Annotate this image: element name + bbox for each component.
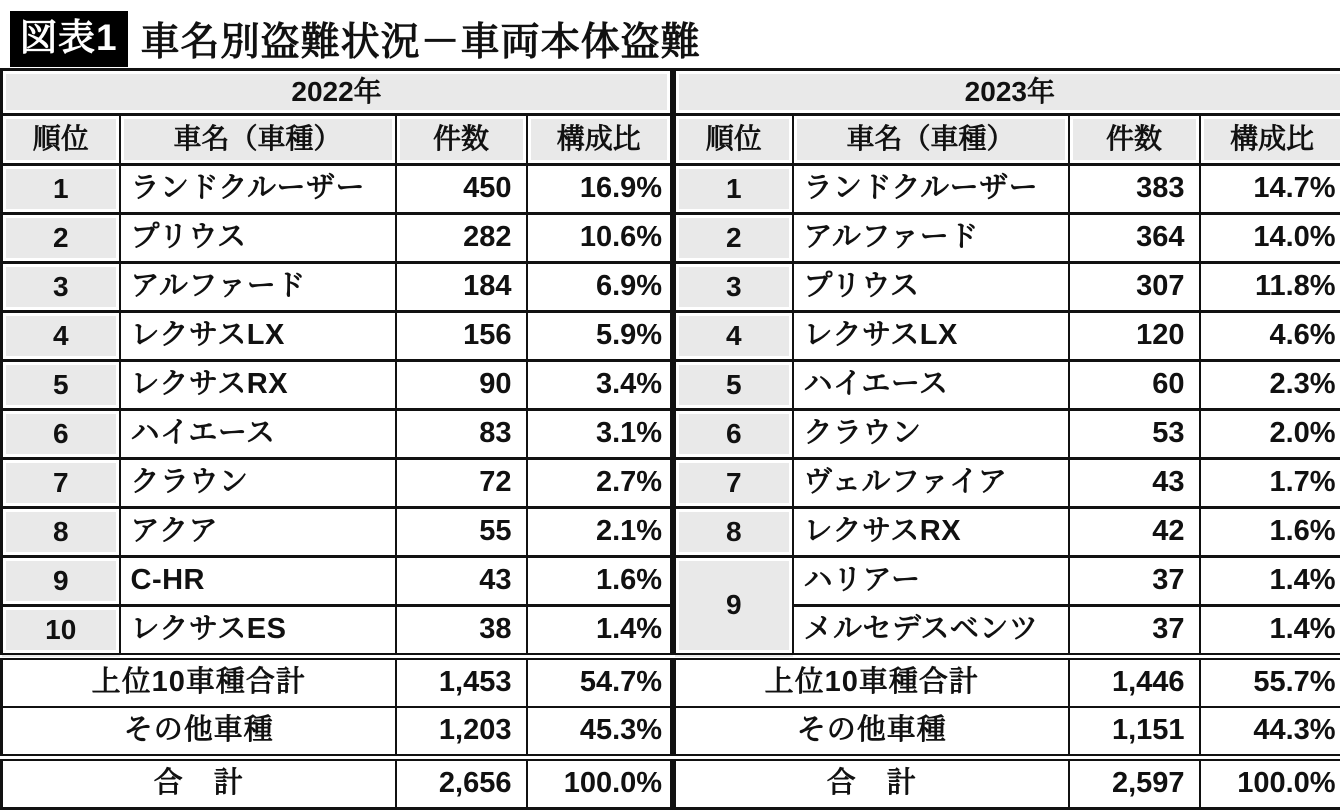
- summary-row-top10: [675, 657, 1340, 708]
- table-row: [2, 263, 672, 312]
- table-row: [675, 508, 1340, 557]
- count-cell: 156: [396, 312, 527, 361]
- table-row: [2, 410, 672, 459]
- share-cell: 2.1%: [527, 508, 672, 557]
- share-cell: 2.0%: [1200, 410, 1340, 459]
- table-row: [2, 165, 672, 214]
- share-cell: 2.3%: [1200, 361, 1340, 410]
- figure-badge: 図表1: [10, 11, 128, 67]
- rank-column-header: 順位: [2, 115, 120, 165]
- car-name-cell: プリウス: [120, 214, 396, 263]
- share-cell: 3.4%: [527, 361, 672, 410]
- summary-label-cell: その他車種: [675, 707, 1069, 758]
- car-name-cell: アルファード: [793, 214, 1069, 263]
- share-cell: 16.9%: [527, 165, 672, 214]
- share-cell: 2.7%: [527, 459, 672, 508]
- table-row: [2, 557, 672, 606]
- table-row: [2, 606, 672, 657]
- share-cell: 11.8%: [1200, 263, 1340, 312]
- summary-count-cell: 1,151: [1069, 707, 1200, 758]
- count-cell: 43: [396, 557, 527, 606]
- count-cell: 184: [396, 263, 527, 312]
- rank-cell: 9: [2, 557, 120, 606]
- rank-column-header: 順位: [675, 115, 793, 165]
- count-cell: 450: [396, 165, 527, 214]
- table-row: [2, 361, 672, 410]
- car-name-cell: クラウン: [793, 410, 1069, 459]
- share-cell: 6.9%: [527, 263, 672, 312]
- table-row: [2, 312, 672, 361]
- summary-share-cell: 44.3%: [1200, 707, 1340, 758]
- rank-cell: 4: [2, 312, 120, 361]
- car-name-cell: C-HR: [120, 557, 396, 606]
- rank-cell: 6: [2, 410, 120, 459]
- count-cell: 55: [396, 508, 527, 557]
- summary-label-cell: 上位10車種合計: [675, 657, 1069, 708]
- count-cell: 53: [1069, 410, 1200, 459]
- summary-row-top10: [2, 657, 672, 708]
- car-name-cell: レクサスES: [120, 606, 396, 657]
- rank-cell: 2: [675, 214, 793, 263]
- summary-count-cell: 2,597: [1069, 758, 1200, 809]
- rank-cell: 2: [2, 214, 120, 263]
- rank-cell: 7: [2, 459, 120, 508]
- rank-cell-merged: 9: [675, 557, 793, 657]
- theft-table-2023: [673, 68, 1340, 810]
- car-name-cell: クラウン: [120, 459, 396, 508]
- table-row: [675, 312, 1340, 361]
- rank-cell: 3: [675, 263, 793, 312]
- count-cell: 37: [1069, 557, 1200, 606]
- car-name-cell: レクサスLX: [793, 312, 1069, 361]
- share-cell: 10.6%: [527, 214, 672, 263]
- rank-cell: 8: [675, 508, 793, 557]
- summary-row-total: [675, 758, 1340, 809]
- car-name-cell: アクア: [120, 508, 396, 557]
- count-column-header: 件数: [1069, 115, 1200, 165]
- car-name-cell: レクサスRX: [793, 508, 1069, 557]
- rank-cell: 3: [2, 263, 120, 312]
- share-cell: 14.7%: [1200, 165, 1340, 214]
- share-cell: 1.6%: [1200, 508, 1340, 557]
- summary-share-cell: 100.0%: [1200, 758, 1340, 809]
- count-cell: 90: [396, 361, 527, 410]
- count-cell: 120: [1069, 312, 1200, 361]
- share-cell: 1.7%: [1200, 459, 1340, 508]
- table-row: [675, 165, 1340, 214]
- share-cell: 3.1%: [527, 410, 672, 459]
- share-cell: 1.4%: [527, 606, 672, 657]
- share-cell: 4.6%: [1200, 312, 1340, 361]
- table-row: [675, 459, 1340, 508]
- rank-cell: 7: [675, 459, 793, 508]
- table-row: [675, 214, 1340, 263]
- count-cell: 38: [396, 606, 527, 657]
- table-row: [2, 508, 672, 557]
- count-cell: 72: [396, 459, 527, 508]
- share-cell: 1.6%: [527, 557, 672, 606]
- summary-label-cell: 合 計: [2, 758, 396, 809]
- car-name-cell: メルセデスベンツ: [793, 606, 1069, 657]
- car-name-cell: ハイエース: [793, 361, 1069, 410]
- rank-cell: 8: [2, 508, 120, 557]
- summary-count-cell: 2,656: [396, 758, 527, 809]
- name-column-header: 車名（車種）: [793, 115, 1069, 165]
- car-name-cell: ハリアー: [793, 557, 1069, 606]
- column-header-row: [675, 115, 1340, 165]
- theft-table-2022: [0, 68, 673, 810]
- summary-count-cell: 1,453: [396, 657, 527, 708]
- table-row: [675, 361, 1340, 410]
- count-cell: 83: [396, 410, 527, 459]
- year-header-row: [675, 70, 1340, 115]
- rank-cell: 1: [675, 165, 793, 214]
- count-cell: 43: [1069, 459, 1200, 508]
- summary-share-cell: 54.7%: [527, 657, 672, 708]
- rank-cell: 10: [2, 606, 120, 657]
- count-cell: 282: [396, 214, 527, 263]
- year-header-row: [2, 70, 672, 115]
- table-row: [675, 410, 1340, 459]
- car-name-cell: ランドクルーザー: [120, 165, 396, 214]
- column-header-row: [2, 115, 672, 165]
- figure-header: [0, 0, 1340, 68]
- count-cell: 37: [1069, 606, 1200, 657]
- share-cell: 5.9%: [527, 312, 672, 361]
- share-column-header: 構成比: [1200, 115, 1340, 165]
- summary-share-cell: 55.7%: [1200, 657, 1340, 708]
- year-header: 2022年: [2, 70, 672, 115]
- share-cell: 1.4%: [1200, 557, 1340, 606]
- summary-row-total: [2, 758, 672, 809]
- car-name-cell: ハイエース: [120, 410, 396, 459]
- car-name-cell: アルファード: [120, 263, 396, 312]
- figure-title: 車名別盗難状況－車両本体盗難: [140, 21, 701, 64]
- summary-count-cell: 1,446: [1069, 657, 1200, 708]
- summary-share-cell: 45.3%: [527, 707, 672, 758]
- count-cell: 383: [1069, 165, 1200, 214]
- summary-row-others: [2, 707, 672, 758]
- rank-cell: 6: [675, 410, 793, 459]
- car-name-cell: プリウス: [793, 263, 1069, 312]
- car-name-cell: レクサスRX: [120, 361, 396, 410]
- name-column-header: 車名（車種）: [120, 115, 396, 165]
- summary-label-cell: 上位10車種合計: [2, 657, 396, 708]
- car-name-cell: ランドクルーザー: [793, 165, 1069, 214]
- share-cell: 1.4%: [1200, 606, 1340, 657]
- summary-label-cell: その他車種: [2, 707, 396, 758]
- table-row: [675, 557, 1340, 606]
- count-cell: 307: [1069, 263, 1200, 312]
- count-column-header: 件数: [396, 115, 527, 165]
- car-name-cell: レクサスLX: [120, 312, 396, 361]
- summary-label-cell: 合 計: [675, 758, 1069, 809]
- count-cell: 364: [1069, 214, 1200, 263]
- table-row: [675, 263, 1340, 312]
- rank-cell: 1: [2, 165, 120, 214]
- count-cell: 60: [1069, 361, 1200, 410]
- rank-cell: 5: [2, 361, 120, 410]
- summary-row-others: [675, 707, 1340, 758]
- share-column-header: 構成比: [527, 115, 672, 165]
- theft-tables-container: [0, 68, 1340, 810]
- summary-share-cell: 100.0%: [527, 758, 672, 809]
- count-cell: 42: [1069, 508, 1200, 557]
- year-header: 2023年: [675, 70, 1340, 115]
- share-cell: 14.0%: [1200, 214, 1340, 263]
- rank-cell: 5: [675, 361, 793, 410]
- table-row: [2, 459, 672, 508]
- rank-cell: 4: [675, 312, 793, 361]
- car-name-cell: ヴェルファイア: [793, 459, 1069, 508]
- summary-count-cell: 1,203: [396, 707, 527, 758]
- table-row: [2, 214, 672, 263]
